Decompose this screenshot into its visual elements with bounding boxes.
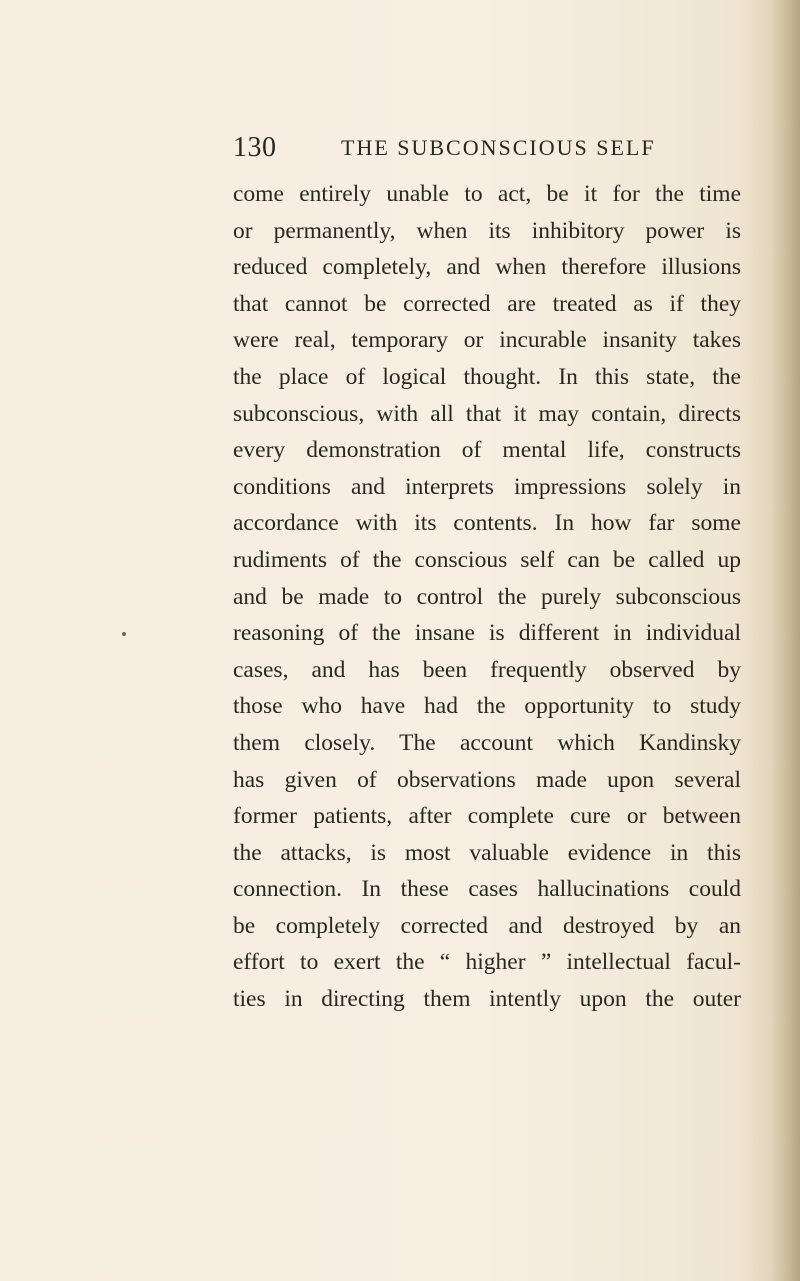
text-line: ties in directing them intently upon the outer [233,986,741,1013]
text-line: were real, temporary or incurable insanity takes [233,327,741,354]
text-line: has given of observations made upon several [233,766,741,793]
text-line: connection. In these cases hallucinations could [233,876,741,903]
text-line: come entirely unable to act, be it for the time [233,181,741,207]
text-line: accordance with its contents. In how far some [233,510,741,537]
text-line: the place of logical thought. In this state, the [233,363,741,390]
text-line: effort to exert the “ higher ” intellectual facul- [233,949,741,976]
text-line: them closely. The account which Kandinsky [233,729,741,756]
text-line: conditions and interprets impressions solely in [233,473,741,500]
text-line: and be made to control the purely subconscious [233,583,741,610]
text-line: the attacks, is most valuable evidence in this [233,839,741,866]
text-line: former patients, after complete cure or between [233,803,741,830]
page-number: 130 [233,132,277,163]
running-head [233,132,733,172]
text-line: rudiments of the conscious self can be called up [233,546,741,573]
text-line: be completely corrected and destroyed by an [233,912,741,939]
body-paragraph [233,176,741,1018]
text-line: or permanently, when its inhibitory power is [233,217,741,244]
running-title: THE SUBCONSCIOUS SELF [341,135,656,160]
text-line: that cannot be corrected are treated as if they [233,290,741,317]
text-line: reasoning of the insane is different in individual [233,620,741,647]
text-line: subconscious, with all that it may contain, directs [233,400,741,427]
margin-mark [122,632,126,636]
text-line: those who have had the opportunity to study [233,693,741,720]
text-line: every demonstration of mental life, constructs [233,437,741,464]
text-line: cases, and has been frequently observed by [233,656,741,683]
text-line: reduced completely, and when therefore illusions [233,254,741,281]
